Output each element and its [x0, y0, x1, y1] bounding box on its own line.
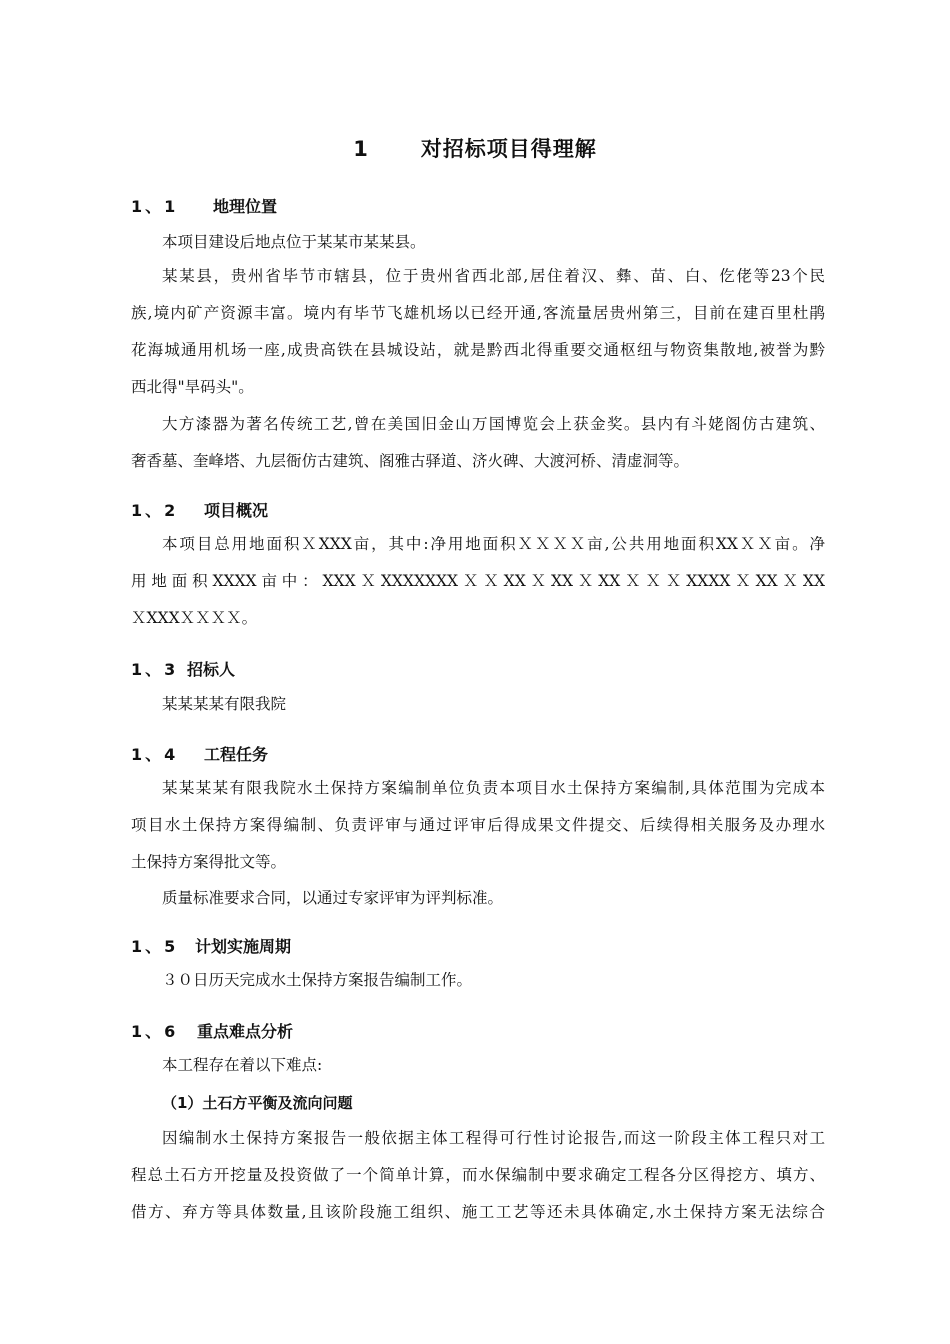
paragraph-earthwork: 因编制水土保持方案报告一般依据主体工程得可行性讨论报告,而这一阶段主体工程只对工 程总土石方开挖量及投资做了一个简单计算，而水保编制中要求确定工程各分区得挖方、填方、 借方、弃方等具体数量,且该阶段施工组织、施工工艺等还未具体确定,水土保持方案无法综合 — [131, 1129, 825, 1221]
paragraph-task-2: 质量标准要求合同，以通过专家评审为评判标准。 — [162, 889, 504, 907]
subheading-earthwork: （1）土石方平衡及流向问题 — [162, 1094, 353, 1112]
section-heading-1-1: 1、1 地理位置 — [131, 197, 278, 216]
paragraph-task-1: 某某某某有限我院水土保持方案编制单位负责本项目水土保持方案编制,具体范围为完成本 项目水土保持方案得编制、负责评审与通过评审后得成果文件提交、后续得相关服务及办理水 土保持方案得批文等。 — [131, 779, 825, 871]
chapter-number: 1 — [353, 137, 369, 161]
section-heading-1-2: 1、2 项目概况 — [131, 501, 269, 520]
section-heading-1-5: 1、5 计划实施周期 — [131, 937, 292, 956]
paragraph-location-2: 某某县，贵州省毕节市辖县，位于贵州省西北部,居住着汉、彝、苗、白、仡佬等23个民 族,境内矿产资源丰富。境内有毕节飞雄机场以已经开通,客流量居贵州第三，目前在建百里杜鹃 花海城通用机场一座,成贵高铁在县城设站，就是黔西北得重要交通枢纽与物资集散地,被誉为黔 西北得"旱码头"。 — [131, 267, 825, 396]
paragraph-difficulties: 本工程存在着以下难点: — [162, 1056, 323, 1074]
section-heading-1-4: 1、4 工程任务 — [131, 745, 269, 764]
paragraph-overview: 本项目总用地面积ＸXXX亩，其中:净用地面积ＸＸＸＸ亩,公共用地面积XXＸＸ亩。净 用地面积XXXX亩中：XXXＸXXXXXXXＸＸXXＸXXＸXXＸＸＸXXXXＸXXＸXX ＸXXXＸＸＸＸ。 — [131, 535, 825, 627]
chapter-title — [0, 133, 950, 163]
paragraph-location-3: 大方漆器为著名传统工艺,曾在美国旧金山万国博览会上获金奖。县内有斗姥阁仿古建筑、 奢香墓、奎峰塔、九层衙仿古建筑、阁雅古驿道、济火碑、大渡河桥、清虚洞等。 — [131, 415, 825, 470]
paragraph-schedule: ３０日历天完成水土保持方案报告编制工作。 — [162, 971, 473, 989]
paragraph-location-1: 本项目建设后地点位于某某市某某县。 — [162, 233, 426, 251]
section-heading-1-6: 1、6 重点难点分析 — [131, 1022, 294, 1041]
paragraph-tenderer: 某某某某有限我院 — [162, 695, 287, 713]
chapter-title-text: 对招标项目得理解 — [420, 137, 597, 161]
section-heading-1-3: 1、3 招标人 — [131, 660, 236, 679]
